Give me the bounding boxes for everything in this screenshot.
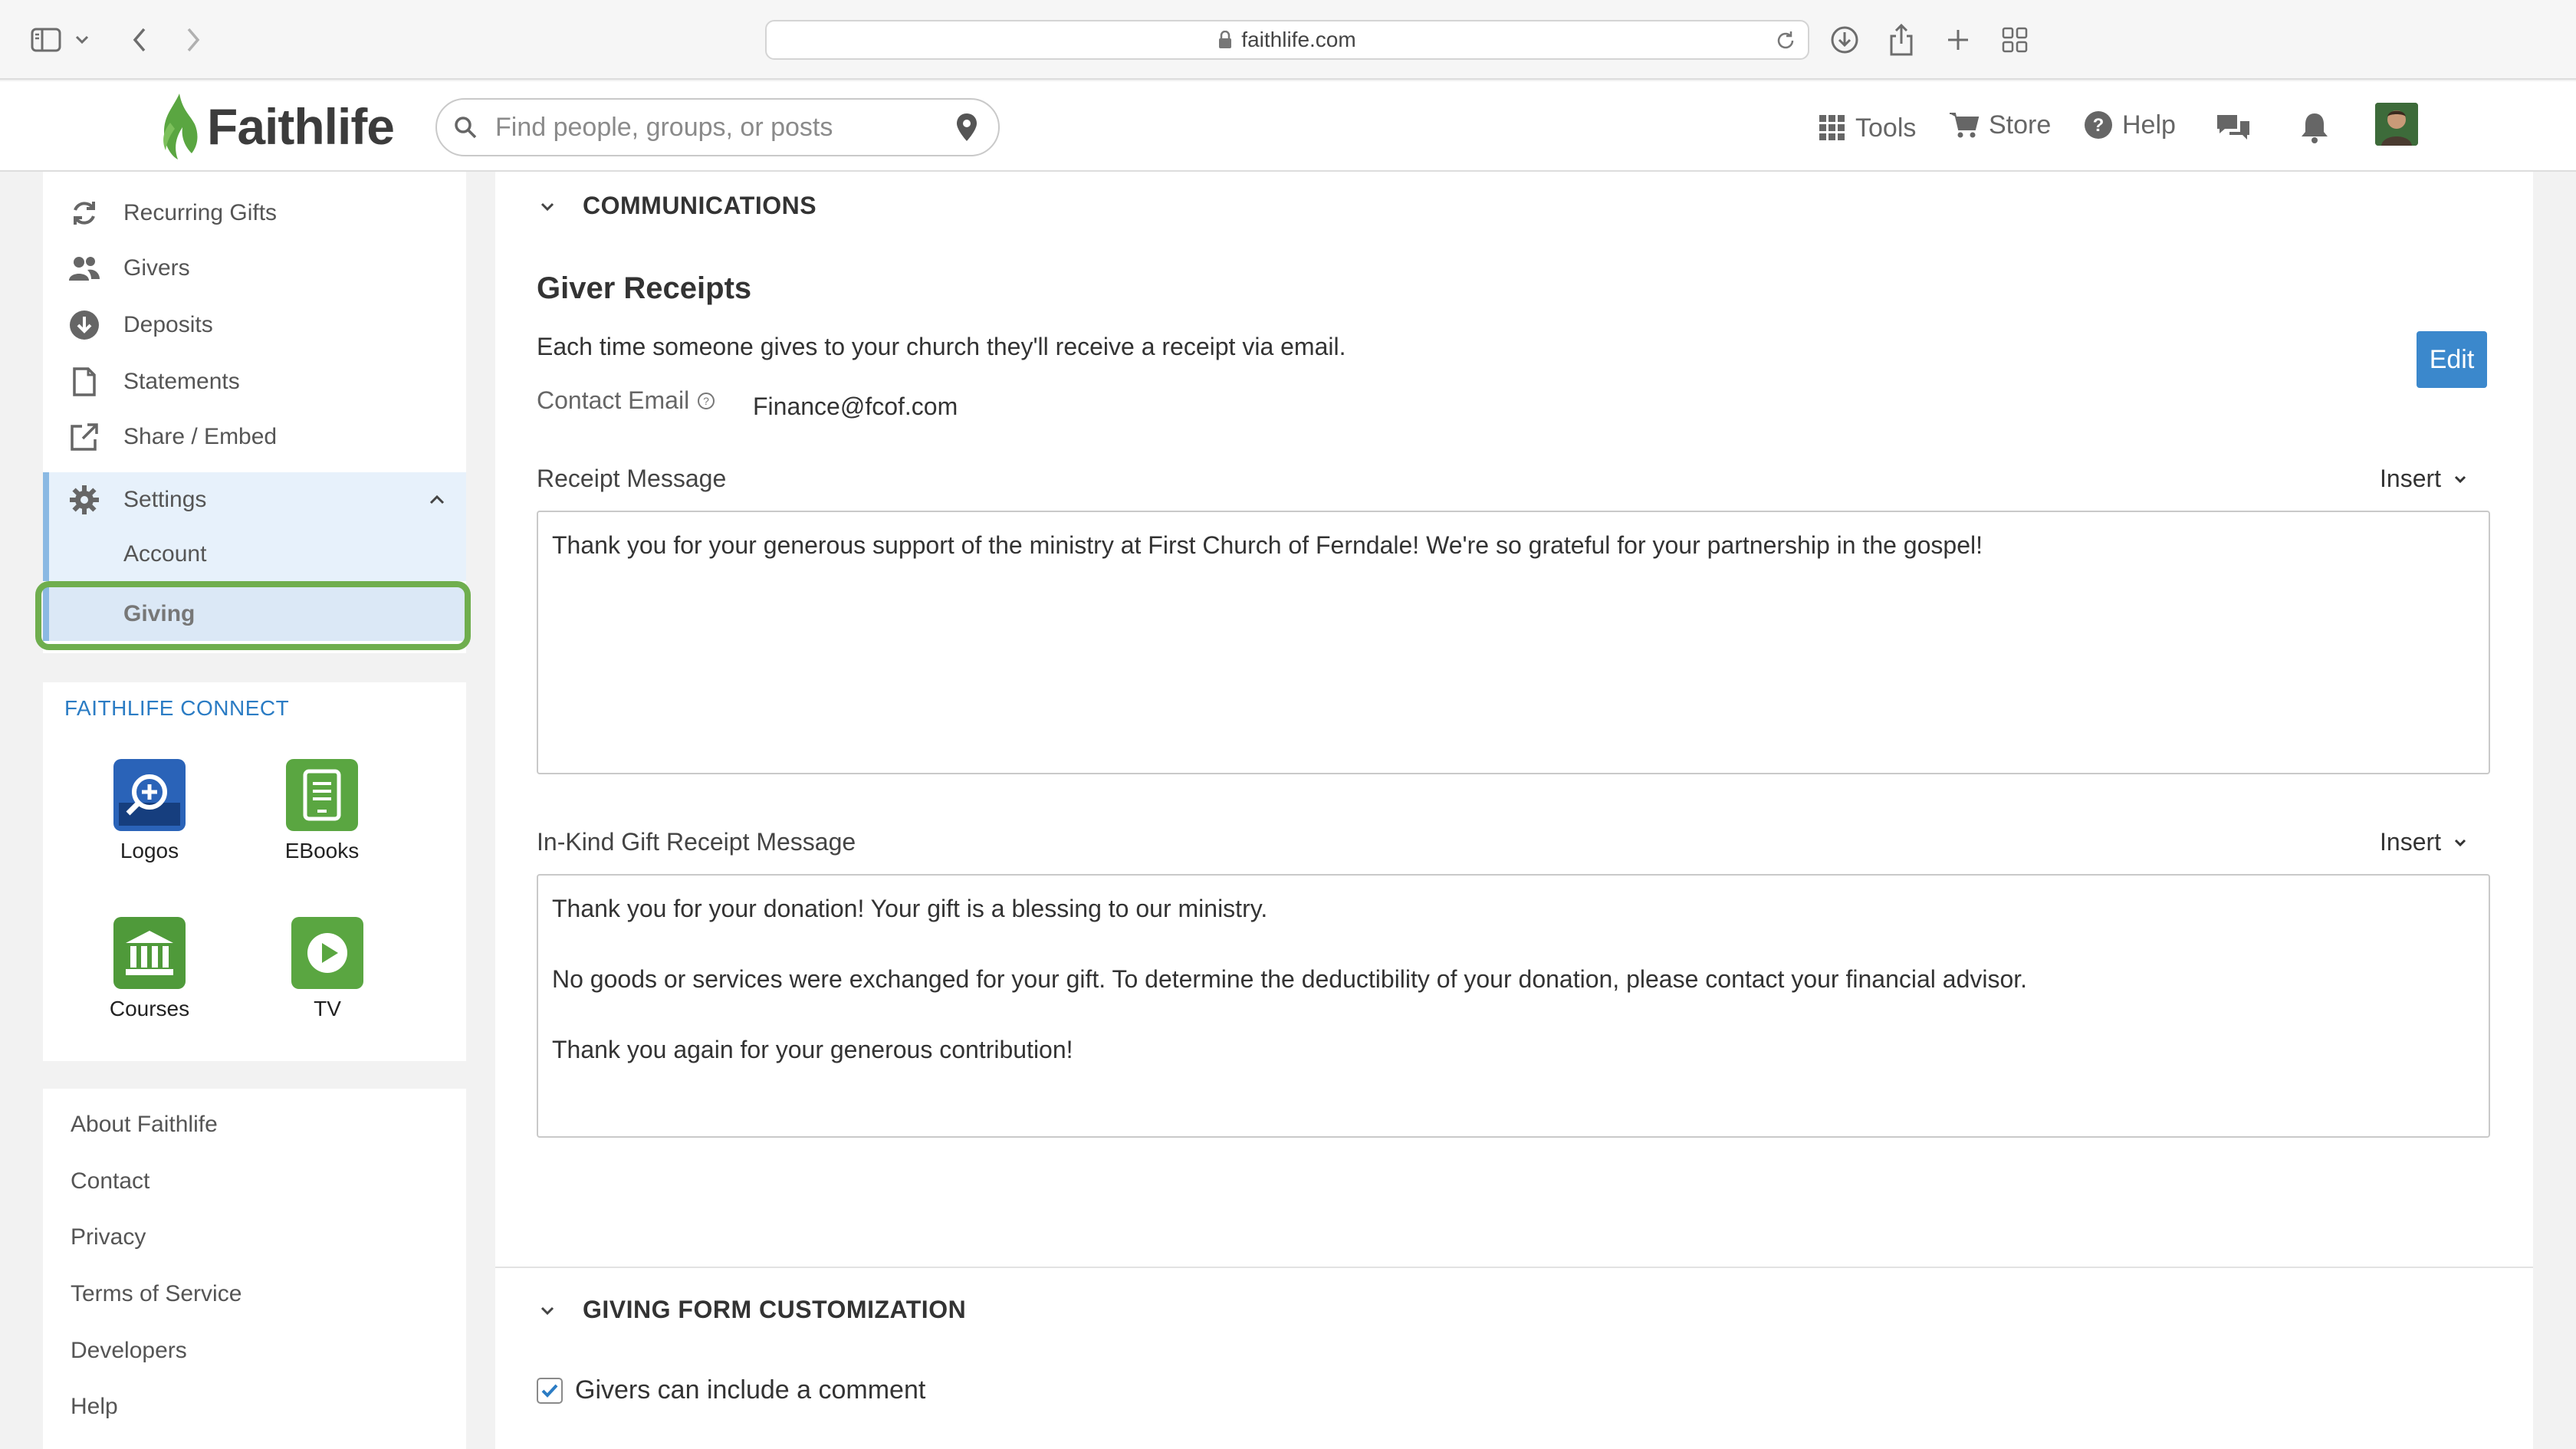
back-icon[interactable]: [121, 21, 158, 58]
app-name: EBooks: [284, 839, 360, 863]
messages-icon[interactable]: [2214, 109, 2252, 147]
sidebar-item-givers[interactable]: [43, 241, 466, 296]
insert-label: Insert: [2380, 828, 2442, 856]
lock-icon: [1218, 31, 1232, 49]
app-courses[interactable]: [88, 917, 211, 1021]
comment-option[interactable]: [537, 1375, 925, 1405]
sidebar-toggle-icon[interactable]: [28, 21, 64, 58]
chevron-down-icon: [2452, 471, 2469, 488]
downloads-icon[interactable]: [1826, 21, 1863, 58]
footer-link-terms[interactable]: Terms of Service: [71, 1281, 242, 1306]
grid-icon: [1819, 114, 1846, 142]
contact-email-value: Finance@fcof.com: [753, 393, 958, 420]
comment-checkbox[interactable]: [537, 1378, 563, 1404]
store-link[interactable]: [1949, 107, 2051, 143]
sidebar-item-label: Settings: [123, 487, 207, 512]
insert-dropdown[interactable]: [2380, 465, 2469, 493]
contact-email-label: [537, 386, 715, 415]
ebooks-app-icon: [286, 759, 358, 831]
people-icon: [67, 251, 101, 285]
location-pin-icon[interactable]: [954, 112, 980, 143]
flame-logo-icon: [153, 92, 202, 161]
chevron-down-icon[interactable]: [71, 21, 94, 58]
communications-section-toggle[interactable]: [538, 192, 816, 220]
tools-menu[interactable]: [1819, 110, 1916, 146]
app-name: Logos: [120, 839, 179, 863]
sidebar-subitem-label: Giving: [123, 601, 196, 626]
forward-icon[interactable]: [175, 21, 212, 58]
tools-label: Tools: [1855, 113, 1917, 143]
chevron-down-icon: [538, 197, 557, 215]
giver-receipts-description: Each time someone gives to your church they'll receive a receipt via email.: [537, 333, 1346, 360]
comment-label: Givers can include a comment: [575, 1375, 926, 1405]
app-ebooks[interactable]: [261, 759, 383, 863]
sidebar-item-label: Deposits: [123, 312, 213, 337]
section-title: GIVING FORM CUSTOMIZATION: [583, 1296, 967, 1323]
insert-dropdown[interactable]: [2380, 828, 2469, 856]
inkind-message-line: Thank you for your donation! Your gift is a blessing to our ministry.: [552, 895, 1268, 922]
svg-text:?: ?: [703, 394, 710, 407]
chevron-down-icon: [538, 1301, 557, 1319]
sidebar-item-share-embed[interactable]: [43, 409, 466, 465]
sidebar-item-label: Share / Embed: [123, 424, 278, 449]
inkind-message-line: Thank you again for your generous contribution!: [552, 1036, 1073, 1063]
sidebar-subitem-account[interactable]: [43, 527, 466, 581]
checkmark-icon: [540, 1383, 559, 1398]
chevron-down-icon: [2452, 834, 2469, 851]
sidebar-subitem-label: Account: [123, 541, 207, 567]
site-header: [0, 81, 2576, 172]
sidebar-item-label: Recurring Gifts: [123, 200, 278, 225]
help-circle-icon: [2084, 110, 2113, 140]
footer-link-contact[interactable]: Contact: [71, 1168, 150, 1194]
section-divider: [495, 1267, 2533, 1268]
share-icon[interactable]: [1883, 21, 1920, 58]
app-name: TV: [314, 997, 341, 1020]
inkind-message-label: In-Kind Gift Receipt Message: [537, 828, 856, 856]
logos-app-icon: [113, 759, 186, 831]
store-label: Store: [1989, 110, 2052, 140]
svg-text:?: ?: [2092, 115, 2104, 136]
footer-link-developers[interactable]: Developers: [71, 1338, 187, 1363]
footer-link-privacy[interactable]: Privacy: [71, 1224, 146, 1250]
insert-label: Insert: [2380, 465, 2442, 492]
notifications-bell-icon[interactable]: [2295, 109, 2334, 147]
inkind-message-line: No goods or services were exchanged for your gift. To determine the deductibility of your donation, please contact your financial advisor.: [552, 965, 2028, 993]
tab-overview-icon[interactable]: [1996, 21, 2033, 58]
address-bar[interactable]: [765, 20, 1809, 60]
chevron-up-icon[interactable]: [426, 489, 448, 511]
receipt-message-label: Receipt Message: [537, 465, 727, 492]
main-panel: [495, 172, 2533, 1449]
app-tv[interactable]: [266, 917, 389, 1021]
help-link[interactable]: [2084, 107, 2176, 143]
connect-title: FAITHLIFE CONNECT: [64, 696, 290, 720]
sidebar-nav: [43, 172, 466, 653]
giving-form-section-toggle[interactable]: [538, 1296, 966, 1324]
recurring-icon: [67, 196, 101, 230]
external-link-icon: [67, 420, 101, 454]
help-label: Help: [2122, 110, 2176, 140]
footer-link-about[interactable]: About Faithlife: [71, 1112, 218, 1137]
sidebar-subitem-giving[interactable]: [43, 587, 466, 641]
sidebar-item-statements[interactable]: [43, 354, 466, 409]
search-icon: [454, 116, 477, 139]
download-circle-icon: [67, 308, 101, 342]
sidebar-item-label: Statements: [123, 369, 240, 394]
url-text: faithlife.com: [1241, 28, 1356, 51]
contact-email-label-text: Contact Email: [537, 386, 690, 414]
app-name: Courses: [109, 997, 190, 1020]
footer-links: [43, 1089, 466, 1449]
sidebar-item-settings[interactable]: [43, 472, 466, 527]
section-title: COMMUNICATIONS: [583, 192, 817, 219]
document-icon: [67, 365, 101, 399]
browser-toolbar: [0, 0, 2576, 80]
cart-icon: [1949, 111, 1980, 139]
search-placeholder: Find people, groups, or posts: [495, 112, 833, 142]
logo-text: Faithlife: [207, 98, 395, 155]
avatar[interactable]: [2375, 103, 2418, 146]
sidebar-item-label: Givers: [123, 255, 190, 281]
help-icon[interactable]: [697, 392, 715, 410]
search-input[interactable]: [435, 98, 1000, 156]
faithlife-logo[interactable]: [153, 92, 394, 161]
giver-receipts-title: Giver Receipts: [537, 271, 752, 305]
reload-icon[interactable]: [1774, 29, 1797, 52]
app-logos[interactable]: [88, 759, 211, 863]
receipt-message-text: Thank you for your generous support of the ministry at First Church of Ferndale! We're so grateful for your partnership in the gospel!: [552, 531, 1983, 559]
footer-link-help[interactable]: Help: [71, 1394, 118, 1419]
courses-app-icon: [113, 917, 186, 989]
faithlife-connect-panel: [43, 682, 466, 1061]
edit-button[interactable]: Edit: [2417, 331, 2487, 388]
tv-app-icon: [291, 917, 363, 989]
sidebar-item-recurring-gifts[interactable]: [43, 186, 466, 241]
receipt-message-textarea[interactable]: [537, 511, 2490, 774]
gear-icon: [67, 483, 101, 517]
inkind-message-textarea[interactable]: [537, 874, 2490, 1138]
new-tab-icon[interactable]: [1940, 21, 1976, 58]
sidebar-item-deposits[interactable]: [43, 297, 466, 353]
